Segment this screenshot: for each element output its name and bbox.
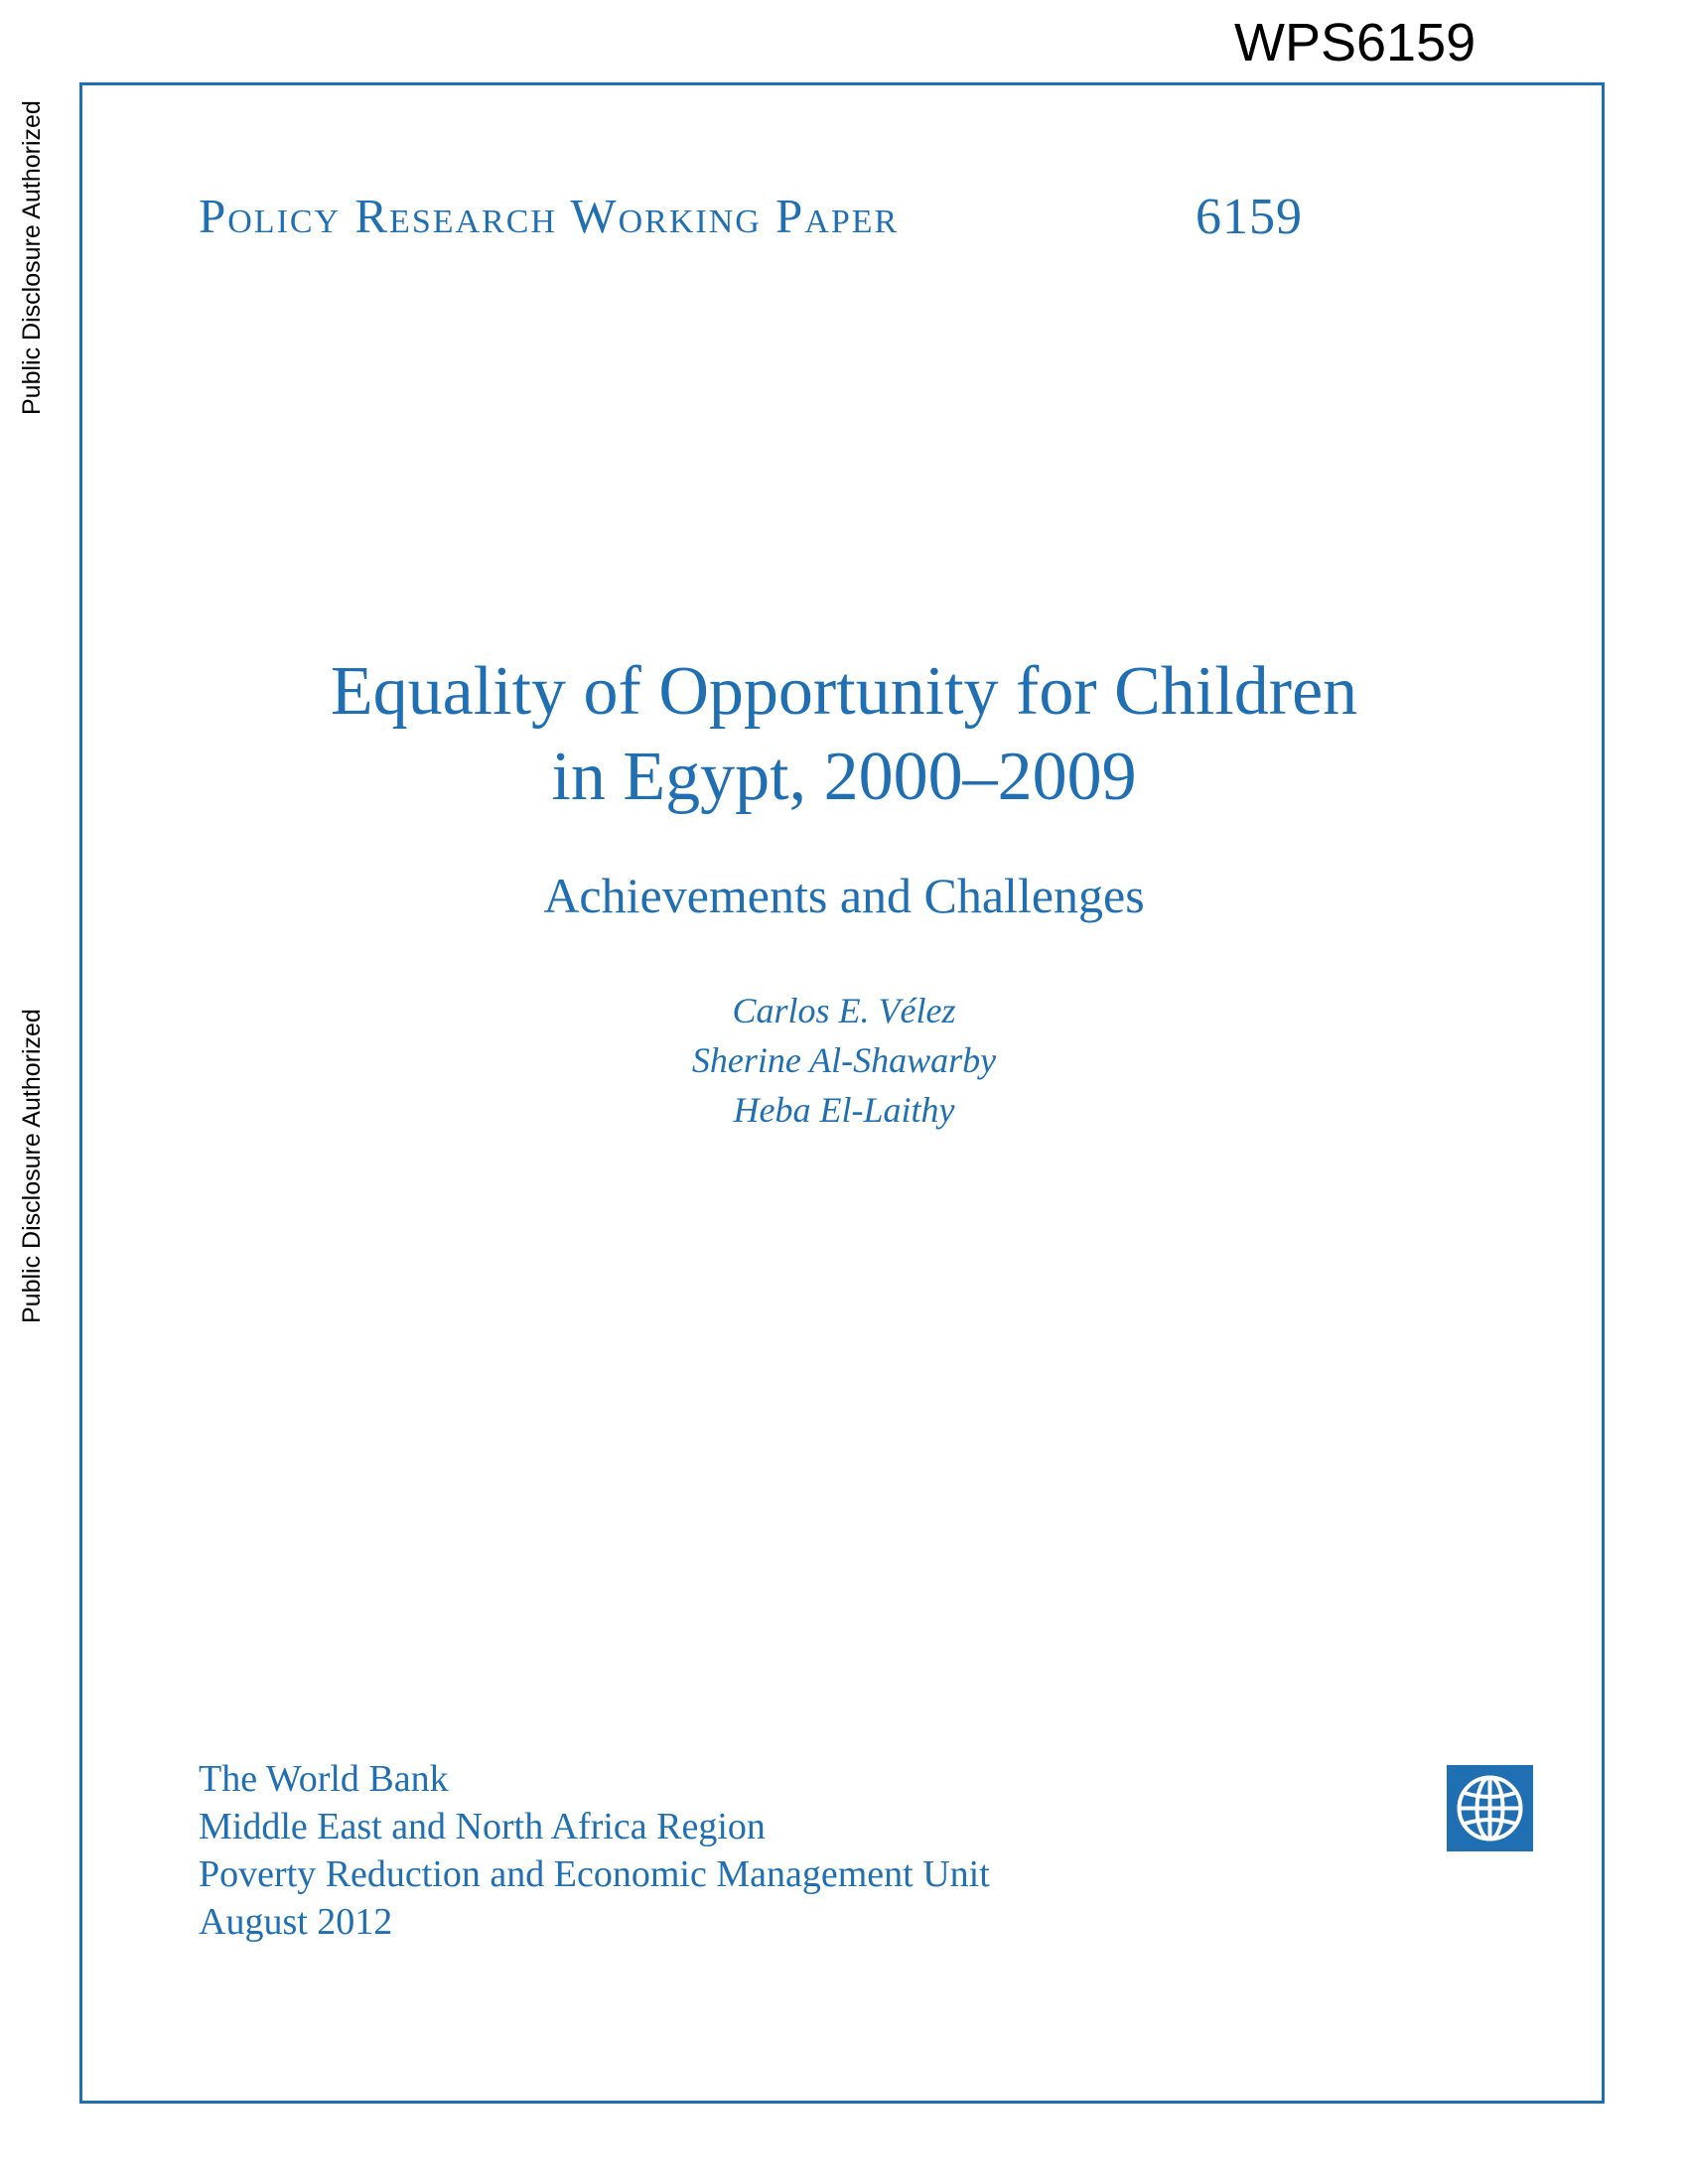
publication-date: August 2012 [199, 1901, 393, 1943]
side-disclosure-label-bottom: Public Disclosure Authorized [18, 1009, 46, 1323]
author-name: Carlos E. Vélez [732, 991, 956, 1030]
author-name: Sherine Al-Shawarby [691, 1040, 997, 1080]
publisher-line: Poverty Reduction and Economic Management Unit [199, 1853, 990, 1895]
world-bank-globe-icon [1447, 1765, 1533, 1851]
title-line-2: in Egypt, 2000–2009 [551, 739, 1137, 815]
report-id: WPS6159 [1234, 13, 1477, 72]
side-disclosure-label-top: Public Disclosure Authorized [18, 100, 46, 415]
publisher-line: The World Bank [199, 1758, 449, 1800]
subtitle: Achievements and Challenges [543, 868, 1145, 923]
paper-number: 6159 [1196, 189, 1303, 245]
series-title: Policy Research Working Paper [199, 189, 900, 243]
publisher-line: Middle East and North Africa Region [199, 1806, 766, 1847]
author-name: Heba El-Laithy [733, 1090, 955, 1130]
publisher-block [199, 1755, 990, 1946]
author-list [199, 986, 1489, 1135]
title-line-1: Equality of Opportunity for Children [330, 653, 1358, 730]
